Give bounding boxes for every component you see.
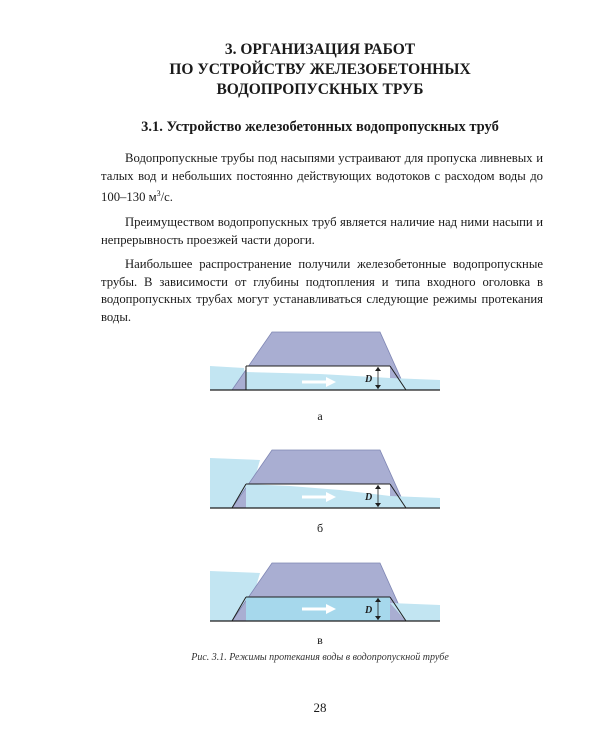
chapter-title — [60, 40, 580, 100]
subfigure-label-a: а — [317, 409, 323, 423]
downstream-water — [390, 496, 440, 508]
paragraph-1 — [101, 150, 543, 207]
paragraph-1-end: /с. — [160, 190, 173, 205]
body-text — [101, 150, 543, 334]
paragraph-2: Преимуществом водопропускных труб является наличие над ними насыпи и непрерывность проезжей части дороги. — [101, 215, 543, 247]
culvert-diagram-c — [210, 553, 440, 631]
dimension-label: D — [365, 605, 373, 616]
culvert-diagram-a — [210, 322, 440, 400]
chapter-title-line: ПО УСТРОЙСТВУ ЖЕЛЕЗОБЕТОННЫХ — [169, 61, 471, 78]
subfigure-label-b: б — [316, 521, 324, 535]
page-number: 28 — [313, 700, 327, 715]
chapter-title-line: 3. ОРГАНИЗАЦИЯ РАБОТ — [224, 41, 416, 58]
paragraph-1-text: Водопропускные трубы под насыпями устраивают для пропуска ливневых и талых вод и небольших постоянно действующих водотоков с расходом воды до 100–130 м — [101, 151, 543, 205]
figure-caption: Рис. 3.1. Режимы протекания воды в водопропускной трубе — [191, 652, 449, 663]
unit-superscript: 3 — [156, 189, 161, 199]
subfigure-label-c: в — [317, 633, 323, 647]
chapter-title-line: ВОДОПРОПУСКНЫХ ТРУБ — [216, 81, 424, 98]
dimension-label: D — [365, 492, 373, 503]
paragraph-3: Наибольшее распространение получили железобетонные водопропускные трубы. В зависимости от глубины подтопления и типа входного оголовка в водопропускных трубах могут устанавливаться следующие режимы протекания воды. — [101, 257, 543, 324]
dimension-label: D — [365, 374, 373, 385]
downstream-water — [390, 378, 440, 390]
section-title: 3.1. Устройство железобетонных водопропускных труб — [141, 119, 499, 135]
culvert-diagram-b — [210, 440, 440, 518]
